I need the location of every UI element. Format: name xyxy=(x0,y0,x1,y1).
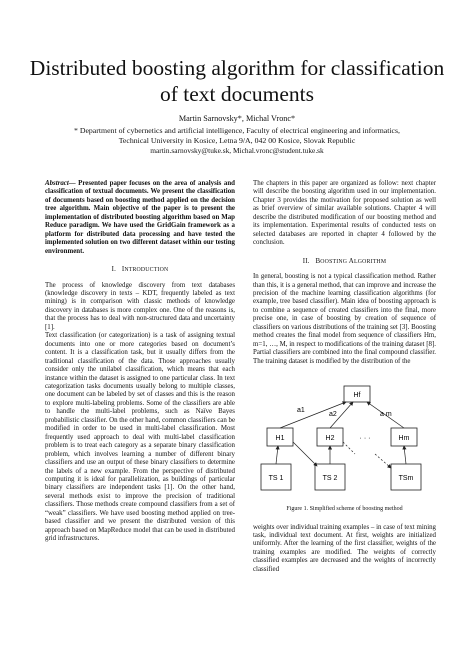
boosting-figure xyxy=(253,382,436,500)
intro-paragraph-1: The process of knowledge discovery from text databases (knowledge discovery in texts – KDT, frequently labeled as text mining) is in comparison with classic methods of knowledge discovery in databases is more complex one. One of the reasons is, that the process has to deal with non-structured data and uncertainty [1]. xyxy=(45,281,235,331)
edge-prev-tsm xyxy=(375,454,391,468)
section-title-first-2: A xyxy=(348,257,354,265)
abstract-text: Presented paper focuses on the area of analysis and classification of textual documents. We present the classification of documents based on boosting method applied on the decision tree algorithm. Main objective of the paper is to present the implementation of distributed boosting algorithm based on Map Reduce paradigm. We have used the GridGain framework as a platform for distributed data processing and have tested the implemented solution on two different dataset within our testing environment. xyxy=(45,180,235,255)
section-title-rest: NTRODUCTION xyxy=(124,267,169,274)
left-column xyxy=(45,180,235,544)
section-heading-boosting xyxy=(253,258,436,266)
boosting-paragraph-1: In general, boosting is not a typical classification method. Rather than this, it is a general method, that can improve and increase the precision of the machine learning classification algorithms (for example, tree based classifier). Main idea of boosting approach is to combine a sequence of created classifiers into the final, more precise one, in case of boosting by creation of sequence of classifiers on various distributions of the training set [3]. Boosting method creates the final model from sequence of classifiers Hm, m=1, …, M, in respect to modifications of the training dataset [8]. Partial classifiers are combined into the final compound classifier. The training dataset is modified by the distribution of the xyxy=(253,273,436,365)
affiliation xyxy=(40,126,434,156)
author-emails: martin.sarnovsky@tuke.sk, Michal.vronc@student.tuke.sk xyxy=(150,146,324,155)
section-title-first: I xyxy=(121,266,125,274)
section-heading-introduction xyxy=(45,266,235,274)
section-title-rest: OOSTING xyxy=(320,258,349,265)
edge-label-a1: a1 xyxy=(297,407,305,415)
affiliation-line-1: * Department of cybernetics and artificial intelligence, Faculty of electrical engineering and informatics, xyxy=(73,126,401,135)
section-number: I. xyxy=(111,266,117,274)
ts1-label: TS 1 xyxy=(268,475,284,483)
tsm-label: TSm xyxy=(398,475,414,483)
organization-paragraph: The chapters in this paper are organized as follow: next chapter will describe the boosting algorithm used in our implementation. Chapter 3 provides the motivation for proposed solution as well as brief overview of similar available solutions. Chapter 4 will describe the distributed modification of our boosting method and its implementation. Experimental results of conducted tests on selected databases are reported in chapter 4 followed by the conclusion. xyxy=(253,180,436,247)
edge-tsm-hm xyxy=(404,446,406,464)
abstract xyxy=(45,180,235,256)
ellipsis-label: · · · xyxy=(359,435,371,443)
edge-h2-next xyxy=(343,442,355,454)
hm-label: Hm xyxy=(398,435,410,443)
edge-label-am: a m xyxy=(380,411,392,419)
hf-label: Hf xyxy=(353,392,361,400)
paper-title xyxy=(20,55,454,107)
right-column xyxy=(253,180,436,574)
figure-caption: Figure 1. Simplified scheme of boosting method xyxy=(286,506,403,513)
edge-label-a2: a2 xyxy=(329,411,337,419)
intro-paragraph-2: Text classification (or categorization) is a task of assigning textual documents into one or more categories based on document’s content. It is a classification task, but it usually differs from the traditional classification of the data. Those approaches usually consider only the unilabel classification, which means that each instance within the dataset is assigned to one particular class. In text categorization tasks documents usually belong to multiple classes, one document can be labeled by set of classes and this is the reason to explore multi-labeling problems. Some of the classifiers are able to handle the multi-label problems, such as Naïve Bayes probabilistic classifier. On the other hand, common classifiers can be modified in order to be used in multi-label classification. Most frequently used approach to deal with multi-label classification problem is to treat each category as a separate binary classification problem, which involves learning a number of different binary classifiers and use an output of these binary classifiers to determine the labels of a new example. From the perspective of distributed computing it is ideal for parallelization, as buildings of particular binary classifiers are independent tasks [1]. On the other hand, several methods exist to improve the precision of traditional classifiers. Those methods create compound classifiers from a set of “weak” classifiers. We have used boosting method applied on tree-based classifier and we present the distributed version of this approach based on MapReduce model that can be used in distributed grid infrastructures. xyxy=(45,332,236,543)
h2-label: H2 xyxy=(325,435,335,443)
authors: Martin Sarnovsky*, Michal Vronc* xyxy=(178,114,296,123)
abstract-label: Abstract— xyxy=(45,180,76,187)
edge-h1-ts2 xyxy=(293,442,317,466)
title-line-2: of text documents xyxy=(159,82,315,106)
section-title-rest-2: LGORITHM xyxy=(353,258,387,265)
ts2-label: TS 2 xyxy=(322,475,338,483)
section-title-first: B xyxy=(315,257,321,265)
section-number: II. xyxy=(302,257,310,265)
boosting-diagram xyxy=(253,382,436,500)
title-line-1: Distributed boosting algorithm for classification xyxy=(29,56,445,80)
edge-ts1-h1 xyxy=(276,446,278,464)
boosting-paragraph-2: weights over individual training examples – in case of text mining task, individual text document. At first, weights are initialized uniformly. After the learning of the first classifier, weights of the training examples are modified. The weights of correctly classified examples are decreased and the weights of incorrectly classified xyxy=(253,523,436,573)
affiliation-line-2: Technical University in Kosice, Letna 9/A, 042 00 Kosice, Slovak Republic xyxy=(118,136,356,145)
h1-label: H1 xyxy=(275,435,285,443)
